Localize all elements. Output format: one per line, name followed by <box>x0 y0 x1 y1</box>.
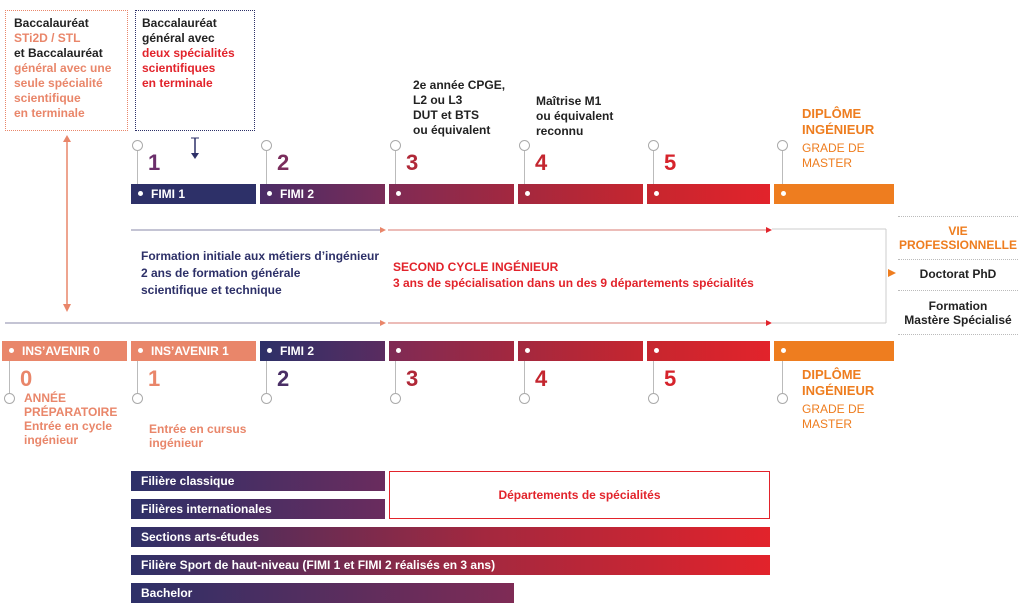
left-vertical-arrow-icon <box>61 134 73 314</box>
bar-year3-bottom <box>389 341 514 361</box>
side-divider-bottom <box>898 334 1018 335</box>
formation-line2: 2 ans de formation générale <box>141 266 301 280</box>
departements-box <box>389 471 770 519</box>
bar-insavenir1 <box>131 341 256 361</box>
bar-fimi1-top <box>131 184 256 204</box>
diploma-bottom-line1: DIPLÔME <box>802 367 862 382</box>
bar-dot-icon <box>781 348 786 353</box>
bar-insavenir0-label: INS’AVENIR 0 <box>22 344 100 358</box>
entry-left-line4: général avec une <box>14 61 112 75</box>
entry-left-line6: scientifique <box>14 91 81 105</box>
top-number-4: 4 <box>535 150 548 175</box>
bar-fimi2-top <box>260 184 385 204</box>
timeline-bottom-stem-0 <box>9 361 10 395</box>
bar-dot-icon <box>781 191 786 196</box>
annee-prep-line1: ANNÉE <box>24 391 67 405</box>
timeline-top-node-1 <box>132 140 143 151</box>
entry-left-line3: et Baccalauréat <box>14 46 103 60</box>
side-panel <box>898 216 1018 336</box>
bar-dot-icon <box>654 191 659 196</box>
bar-dot-icon <box>267 191 272 196</box>
timeline-bottom-node-3 <box>390 393 401 404</box>
side-connector-icon <box>770 228 900 328</box>
top-number-1: 1 <box>148 150 161 175</box>
entry-left-line7: en terminale <box>14 106 85 120</box>
entry-mid-line4: scientifiques <box>142 61 216 75</box>
timeline-top-stem-3 <box>395 151 396 184</box>
bar-dot-icon <box>654 348 659 353</box>
diploma-top-line2: INGÉNIEUR <box>802 122 875 137</box>
annee-prep-line3: Entrée en cycle <box>24 419 113 433</box>
bar-dot-icon <box>525 191 530 196</box>
timeline-top-node-5 <box>648 140 659 151</box>
annee-prep-line2: PRÉPARATOIRE <box>24 405 118 419</box>
bar-year5-top <box>647 184 770 204</box>
bar-year4-top <box>518 184 643 204</box>
filiere-bachelor: Bachelor <box>131 583 514 603</box>
timeline-bottom-stem-5 <box>653 361 654 395</box>
entry-3-line3: DUT et BTS <box>413 108 479 122</box>
bar-dot-icon <box>396 191 401 196</box>
bottom-number-5: 5 <box>664 366 677 391</box>
entry-3-line1: 2e année CPGE, <box>413 78 506 92</box>
top-number-5: 5 <box>664 150 677 175</box>
entry-mid-line5: en terminale <box>142 76 213 90</box>
timeline-top-node-6 <box>777 140 788 151</box>
bar-fimi2-top-label: FIMI 2 <box>280 187 315 201</box>
formation-text <box>141 248 379 299</box>
bottom-number-1: 1 <box>148 366 161 391</box>
timeline-top-node-2 <box>261 140 272 151</box>
entry-4-line2: ou équivalent <box>536 109 614 123</box>
timeline-top-node-4 <box>519 140 530 151</box>
timeline-bottom-node-5 <box>648 393 659 404</box>
departements-label: Départements de spécialités <box>498 488 661 502</box>
entry-mid-line2: général avec <box>142 31 215 45</box>
filiere-sport: Filière Sport de haut-niveau (FIMI 1 et FIMI 2 réalisés en 3 ans) <box>131 555 770 575</box>
timeline-bottom-stem-2 <box>266 361 267 395</box>
timeline-top-stem-6 <box>782 151 783 184</box>
top-number-2: 2 <box>277 150 290 175</box>
diploma-bottom-line3: GRADE DE <box>802 402 865 416</box>
timeline-top-stem-5 <box>653 151 654 184</box>
bottom-number-3: 3 <box>406 366 419 391</box>
diploma-top-line3: GRADE DE <box>802 141 865 155</box>
timeline-top-node-3 <box>390 140 401 151</box>
entry-mid-arrow-icon <box>188 136 202 162</box>
bottom-number-4: 4 <box>535 366 548 391</box>
bar-dot-icon <box>267 348 272 353</box>
entree-cursus-line1: Entrée en cursus <box>149 422 247 436</box>
bar-dot-icon <box>138 348 143 353</box>
bar-dot-icon <box>9 348 14 353</box>
diploma-top-line1: DIPLÔME <box>802 106 862 121</box>
filiere-arts: Sections arts-études <box>131 527 770 547</box>
bar-year4-bottom <box>518 341 643 361</box>
entry-mid-line1: Baccalauréat <box>142 16 217 30</box>
entry-3-line4: ou équivalent <box>413 123 491 137</box>
bar-dot-icon <box>138 191 143 196</box>
bar-fimi1-top-label: FIMI 1 <box>151 187 186 201</box>
entry-mid-text <box>142 16 254 91</box>
timeline-top-stem-1 <box>137 151 138 184</box>
side-formation <box>898 299 1018 327</box>
bar-year3-top <box>389 184 514 204</box>
diploma-bottom-line4: MASTER <box>802 417 853 431</box>
entry-left-text <box>14 16 126 121</box>
diploma-top <box>802 106 874 171</box>
timeline-bottom-node-0 <box>4 393 15 404</box>
side-formation-line1: Formation <box>928 299 988 313</box>
side-formation-line2: Mastère Spécialisé <box>904 313 1012 327</box>
timeline-bottom-stem-3 <box>395 361 396 395</box>
top-number-3: 3 <box>406 150 419 175</box>
side-vie-line1: VIE <box>948 224 968 238</box>
formation-line1: Formation initiale aux métiers d’ingénieur <box>141 249 380 263</box>
arrow-row1-icon <box>130 224 780 236</box>
side-vie-line2: PROFESSIONNELLE <box>898 238 1017 252</box>
diploma-top-line4: MASTER <box>802 156 853 170</box>
bar-fimi2-bottom <box>260 341 385 361</box>
entry-4-line1: Maîtrise M1 <box>536 94 602 108</box>
annee-prep <box>24 391 117 447</box>
second-cycle-title: SECOND CYCLE INGÉNIEUR <box>393 260 559 274</box>
second-cycle-text <box>393 259 754 291</box>
timeline-bottom-stem-1 <box>137 361 138 395</box>
formation-line3: scientifique et technique <box>141 283 282 297</box>
entry-4-line3: reconnu <box>536 124 584 138</box>
diploma-bottom <box>802 367 874 432</box>
entry-left-line2: STi2D / STL <box>14 31 81 45</box>
annee-prep-line4: ingénieur <box>24 433 79 447</box>
entree-cursus <box>149 422 246 450</box>
bar-diploma-top <box>774 184 894 204</box>
timeline-bottom-node-4 <box>519 393 530 404</box>
bar-insavenir1-label: INS’AVENIR 1 <box>151 344 229 358</box>
arrow-row2-icon <box>4 317 784 329</box>
side-divider-2 <box>898 290 1018 291</box>
side-divider-1 <box>898 259 1018 260</box>
bar-insavenir0 <box>2 341 127 361</box>
timeline-bottom-stem-4 <box>524 361 525 395</box>
filiere-classique: Filière classique <box>131 471 385 491</box>
bar-diploma-bottom <box>774 341 894 361</box>
timeline-top-stem-2 <box>266 151 267 184</box>
second-cycle-subtitle: 3 ans de spécialisation dans un des 9 départements spécialités <box>393 276 754 290</box>
timeline-bottom-node-6 <box>777 393 788 404</box>
entry-mid-line3: deux spécialités <box>142 46 235 60</box>
timeline-top-stem-4 <box>524 151 525 184</box>
timeline-bottom-stem-6 <box>782 361 783 395</box>
bar-year5-bottom <box>647 341 770 361</box>
bar-dot-icon <box>525 348 530 353</box>
entry-3-line2: L2 ou L3 <box>413 93 463 107</box>
timeline-bottom-node-2 <box>261 393 272 404</box>
side-doctorat: Doctorat PhD <box>919 267 997 281</box>
bar-dot-icon <box>396 348 401 353</box>
side-divider-top <box>898 216 1018 217</box>
bottom-number-2: 2 <box>277 366 290 391</box>
side-vie <box>898 224 1018 252</box>
bar-fimi2-bottom-label: FIMI 2 <box>280 344 315 358</box>
timeline-bottom-node-1 <box>132 393 143 404</box>
entry-3-text <box>413 78 505 138</box>
entry-left-line5: seule spécialité <box>14 76 103 90</box>
diploma-bottom-line2: INGÉNIEUR <box>802 383 875 398</box>
entry-4-text <box>536 94 613 139</box>
filiere-internationales: Filières internationales <box>131 499 385 519</box>
bottom-number-0: 0 <box>20 366 33 391</box>
entry-left-line1: Baccalauréat <box>14 16 89 30</box>
entree-cursus-line2: ingénieur <box>149 436 204 450</box>
